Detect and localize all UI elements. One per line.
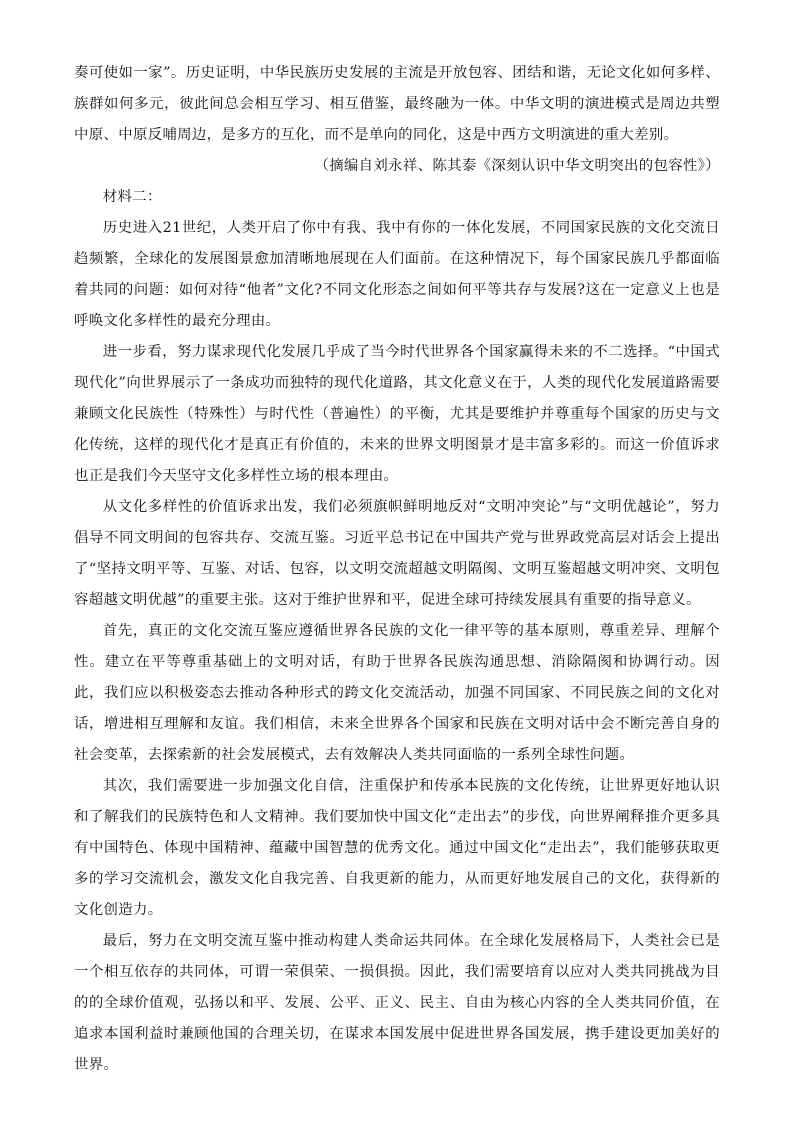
- paragraph-5: 其次，我们需要进一步加强文化自信，注重保护和传承本民族的文化传统，让世界更好地认识和了解我们的民族特色和人文精神。我们要加快中国文化“走出去”的步伐，向世界阐释推介更多具有中国特色、体现中国精神、蕴藏中国智慧的优秀文化。通过中国文化“走出去”，我们能够获取更多的学习交流机会，激发文化自我完善、自我更新的能力，从而更好地发展自己的文化，获得新的文化创造力。: [74, 778, 720, 918]
- paragraph-4: 首先，真正的文化交流互鉴应遵循世界各民族的文化一律平等的基本原则，尊重差异、理解个性。建立在平等尊重基础上的文明对话，有助于世界各民族沟通思想、消除隔阂和协调行动。因此，我们应以积极姿态去推动各种形式的跨文化交流活动，加强不同国家、不同民族之间的文化对话，增进相互理解和友谊。我们相信，未来全世界各个国家和民族在文明对话中会不断完善自身的社会变革，去探索新的社会发展模式，去有效解决人类共同面临的一系列全球性问题。: [74, 623, 720, 763]
- continuation-paragraph: 奏可使如一家”。历史证明，中华民族历史发展的主流是开放包容、团结和谐，无论文化如何多样、族群如何多元，彼此间总会相互学习、相互借鉴，最终融为一体。中华文明的演进模式是周边共塑中原、中原反哺周边，是多方的互化，而不是单向的同化，这是中西方文明演进的重大差别。: [74, 65, 720, 143]
- paragraph-2: 进一步看，努力谋求现代化发展几乎成了当今时代世界各个国家赢得未来的不二选择。“中国式现代化”向世界展示了一条成功而独特的现代化道路，其文化意义在于，人类的现代化发展道路需要兼顾文化民族性（特殊性）与时代性（普遍性）的平衡，尤其是要维护并尊重每个国家的历史与文化传统，这样的现代化才是真正有价值的，未来的世界文明图景才是丰富多彩的。而这一价值诉求也正是我们今天坚守文化多样性立场的根本理由。: [74, 344, 720, 484]
- material-label: 材料二：: [102, 189, 162, 205]
- document-page: [74, 58, 720, 1081]
- paragraph-6: 最后，努力在文明交流互鉴中推动构建人类命运共同体。在全球化发展格局下，人类社会已是一个相互依存的共同体，可谓一荣俱荣、一损俱损。因此，我们需要培育以应对人类共同挑战为目的的全球价值观，弘扬以和平、发展、公平、正义、民主、自由为核心内容的全人类共同价值，在追求本国利益时兼顾他国的合理关切，在谋求本国发展中促进世界各国发展，携手建设更加美好的世界。: [74, 933, 720, 1073]
- source-citation: （摘编自刘永祥、陈其泰《深刻认识中华文明突出的包容性》）: [314, 158, 720, 174]
- paragraph-3: 从文化多样性的价值诉求出发，我们必须旗帜鲜明地反对“文明冲突论”与“文明优越论”，努力倡导不同文明间的包容共存、交流互鉴。习近平总书记在中国共产党与世界政党高层对话会上提出了“坚持文明平等、互鉴、对话、包容，以文明交流超越文明隔阂、文明互鉴超越文明冲突、文明包容超越文明优越”的重要主张。这对于维护世界和平，促进全球可持续发展具有重要的指导意义。: [74, 499, 720, 608]
- paragraph-1: 历史进入21世纪，人类开启了你中有我、我中有你的一体化发展，不同国家民族的文化交流日趋频繁，全球化的发展图景愈加清晰地展现在人们面前。在这种情况下，每个国家民族几乎都面临着共同的问题：如何对待“他者”文化?不同文化形态之间如何平等共存与发展?这在一定意义上也是呼唤文化多样性的最充分理由。: [74, 220, 720, 329]
